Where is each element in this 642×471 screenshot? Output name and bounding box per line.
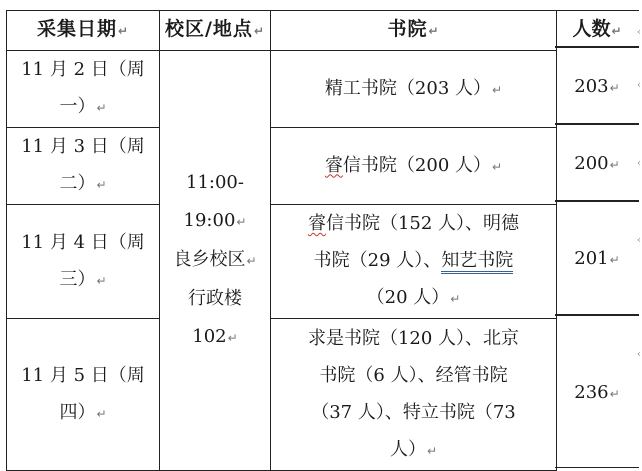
table-row [7, 205, 557, 319]
count-column [555, 10, 639, 468]
location-cell: 11:00- 19:00↵ 良乡校区↵ 行政楼 102↵ [160, 51, 271, 471]
count-cell: 203↵ [555, 47, 639, 124]
college-cell: 求是书院（120 人）、北京 书院（6 人）、经管书院 （37 人）、特立书院（73 人）↵ [271, 319, 557, 471]
table-row [7, 319, 557, 471]
date-cell: 11 月 2 日（周 一）↵ [7, 51, 160, 128]
date-cell: 11 月 4 日（周 三）↵ [7, 205, 160, 319]
edge-mark: ‹ [637, 158, 641, 169]
table-row [7, 51, 557, 128]
count-cell: 236↵ [555, 315, 639, 468]
header-college: 书院↵ [271, 11, 557, 51]
schedule-table [6, 10, 557, 471]
date-cell: 11 月 3 日（周 二）↵ [7, 128, 160, 205]
count-cell: 201↵ [555, 201, 639, 315]
edge-mark: ‹ [637, 235, 641, 246]
table-row [7, 128, 557, 205]
college-cell: 精工书院（203 人）↵ [271, 51, 557, 128]
header-location: 校区/地点↵ [160, 11, 271, 51]
edge-marks [637, 10, 642, 465]
header-row [7, 11, 557, 51]
edge-mark: ‹ [637, 349, 641, 360]
college-cell: 睿信书院（152 人）、明德 书院（29 人）、知艺书院 （20 人）↵ [271, 205, 557, 319]
college-cell: 睿信书院（200 人）↵ [271, 128, 557, 205]
header-count: 人数↵ [555, 10, 639, 47]
date-cell: 11 月 5 日（周 四）↵ [7, 319, 160, 471]
edge-mark: ‹ [637, 27, 641, 38]
header-date: 采集日期↵ [7, 11, 160, 51]
edge-mark: ‹ [637, 80, 641, 91]
count-cell: 200↵ [555, 124, 639, 201]
